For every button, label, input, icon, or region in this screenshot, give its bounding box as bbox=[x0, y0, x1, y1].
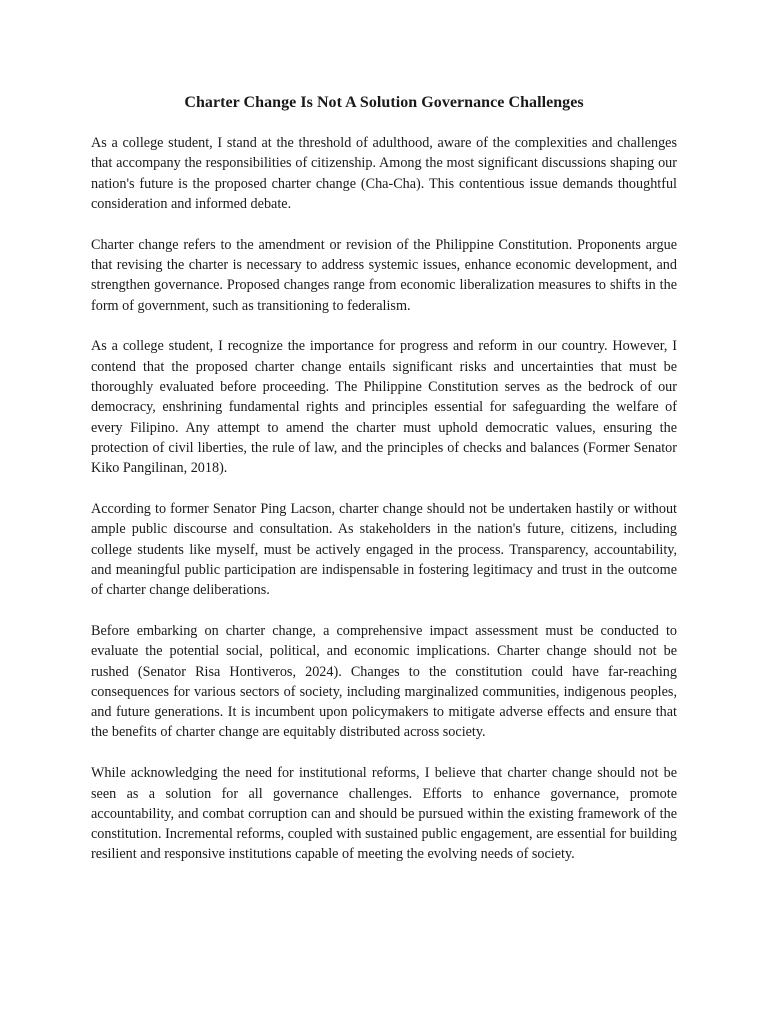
paragraph-impact-assessment: Before embarking on charter change, a comprehensive impact assessment must be conducted to evaluate the potential social, political, and economic implications. Charter change should not be rushed (Senator Risa Hontiveros, 2024). Changes to the constitution could have far-reaching consequences for various sectors of society, including marginalized communities, indigenous peoples, and future generations. It is incumbent upon policymakers to mitigate adverse effects and ensure that the benefits of charter change are equitably distributed across society. bbox=[91, 622, 677, 741]
paragraph-position: As a college student, I recognize the importance for progress and reform in our country. However, I contend that the proposed charter change entails significant risks and uncertainties that must be thoroughly evaluated before proceeding. The Philippine Constitution serves as the bedrock of our democracy, enshrining fundamental rights and principles essential for safeguarding the welfare of every Filipino. Any attempt to amend the charter must uphold democratic values, ensuring the protection of civil liberties, the rule of law, and the principles of checks and balances (Former Senator Kiko Pangilinan, 2018). bbox=[91, 338, 677, 477]
paragraph-definition: Charter change refers to the amendment or revision of the Philippine Constitution. Proponents argue that revising the charter is necessary to address systemic issues, enhance economic development, and strengthen governance. Proposed changes range from economic liberalization measures to shifts in the form of government, such as transitioning to federalism. bbox=[91, 236, 677, 314]
paragraph-intro: As a college student, I stand at the threshold of adulthood, aware of the complexities and challenges that accompany the responsibilities of citizenship. Among the most significant discussions shaping our nation's future is the proposed charter change (Cha-Cha). This contentious issue demands thoughtful consideration and informed debate. bbox=[91, 135, 677, 212]
paragraph-public-participation: According to former Senator Ping Lacson, charter change should not be undertaken hastily or without ample public discourse and consultation. As stakeholders in the nation's future, citizens, including college students like myself, must be actively engaged in the process. Transparency, accountability, and meaningful public participation are indispensable in fostering legitimacy and trust in the outcome of charter change deliberations. bbox=[91, 500, 677, 599]
document-title: Charter Change Is Not A Solution Governance Challenges bbox=[184, 94, 584, 111]
paragraph-conclusion: While acknowledging the need for institutional reforms, I believe that charter change should not be seen as a solution for all governance challenges. Efforts to enhance governance, promote accountability, and combat corruption can and should be pursued within the existing framework of the constitution. Incremental reforms, coupled with sustained public engagement, are essential for building resilient and responsive institutions capable of meeting the evolving needs of society. bbox=[91, 765, 677, 863]
